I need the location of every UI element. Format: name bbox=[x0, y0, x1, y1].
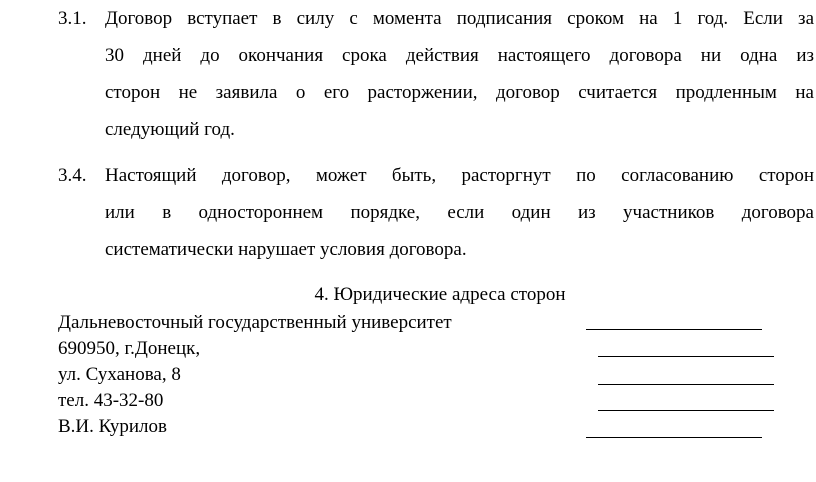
clause-number: 3.1. bbox=[58, 8, 87, 29]
address-signatory: В.И. Курилов bbox=[58, 416, 168, 437]
signature-line bbox=[598, 356, 774, 357]
clause-line: сторон не заявила о его расторжении, договор считается продленным на bbox=[105, 82, 814, 103]
section-heading: 4. Юридические адреса сторон bbox=[314, 284, 566, 305]
address-street: ул. Суханова, 8 bbox=[58, 364, 181, 385]
clause-text bbox=[105, 0, 814, 148]
signature-line bbox=[598, 384, 774, 385]
signature-line bbox=[598, 410, 774, 411]
signature-line bbox=[586, 437, 762, 438]
clause-line: Договор вступает в силу с момента подписания сроком на 1 год. Если за bbox=[105, 8, 814, 29]
clause-line: следующий год. bbox=[105, 119, 235, 140]
signature-line bbox=[586, 329, 762, 330]
clause-line: систематически нарушает условия договора. bbox=[105, 239, 467, 260]
address-organization: Дальневосточный государственный университет bbox=[58, 312, 452, 333]
clause-text bbox=[105, 157, 814, 268]
clause-line: Настоящий договор, может быть, расторгнут по согласованию сторон bbox=[105, 165, 814, 186]
address-phone: тел. 43-32-80 bbox=[58, 390, 164, 411]
clause-number: 3.4. bbox=[58, 165, 87, 186]
clause-line: 30 дней до окончания срока действия настоящего договора ни одна из bbox=[105, 45, 814, 66]
address-postal: 690950, г.Донецк, bbox=[58, 338, 201, 359]
clause-line: или в одностороннем порядке, если один из участников договора bbox=[105, 202, 814, 223]
